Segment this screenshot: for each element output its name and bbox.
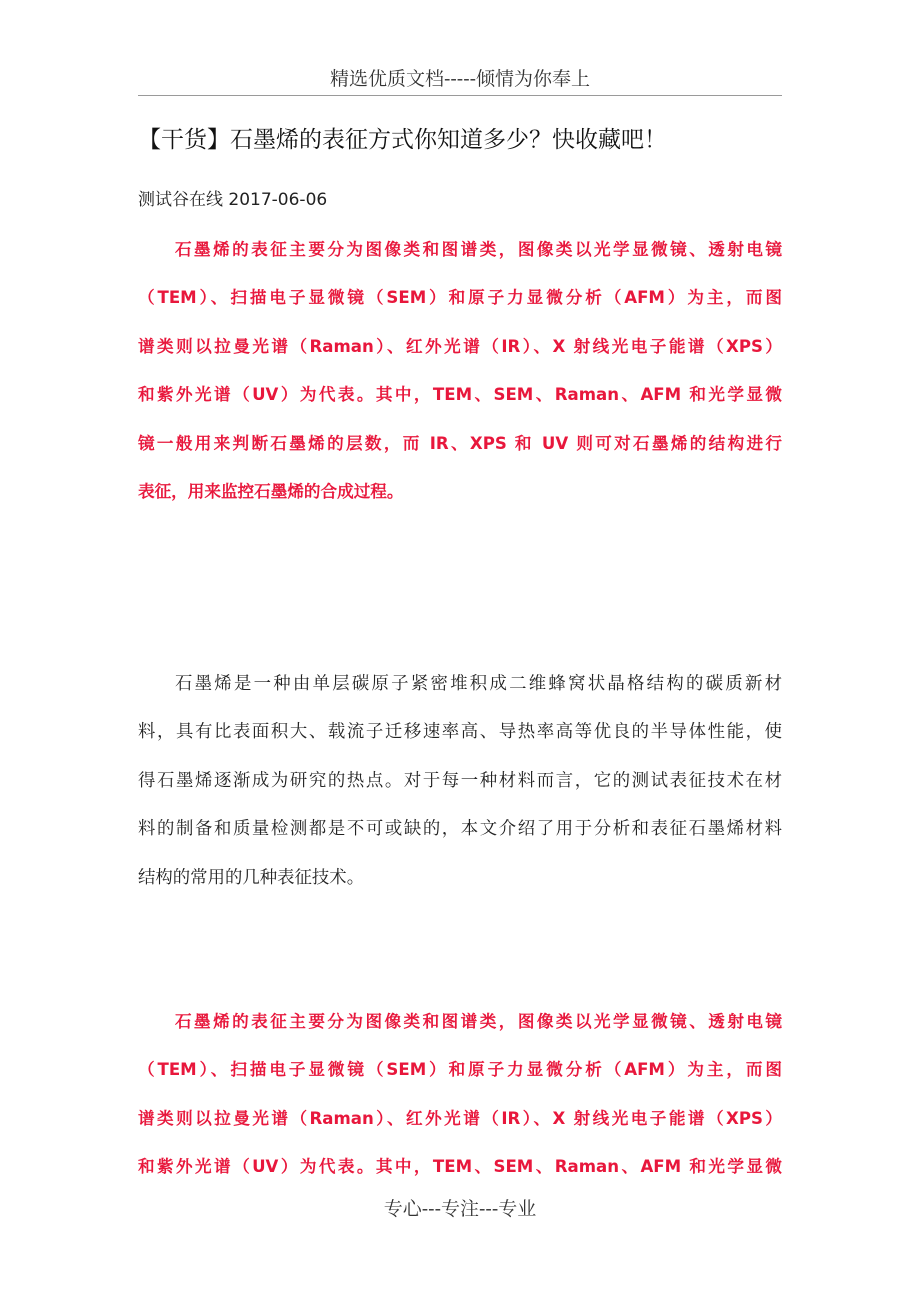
summary-paragraph [138, 226, 782, 516]
summary-repeat-line: （TEM）、扫描电子显微镜（SEM）和原子力显微分析（AFM）为主，而图 [138, 1060, 782, 1080]
page-header: 精选优质文档-----倾情为你奉上 [329, 68, 591, 90]
summary-line: 谱类则以拉曼光谱（Raman）、红外光谱（IR）、X 射线光电子能谱（XPS） [138, 336, 782, 356]
header-divider [138, 95, 782, 96]
summary-line: 石墨烯的表征主要分为图像类和图谱类，图像类以光学显微镜、透射电镜 [175, 240, 782, 259]
summary-repeat-line: 谱类则以拉曼光谱（Raman）、红外光谱（IR）、X 射线光电子能谱（XPS） [138, 1108, 782, 1128]
summary-line: 和紫外光谱（UV）为代表。其中，TEM、SEM、Raman、AFM 和光学显微 [138, 385, 782, 405]
body-line: 得石墨烯逐渐成为研究的热点。对于每一种材料而言，它的测试表征技术在材 [138, 770, 782, 791]
intro-paragraph [138, 660, 782, 902]
summary-line: 表征，用来监控石墨烯的合成过程。 [138, 481, 404, 501]
body-line: 石墨烯是一种由单层碳原子紧密堆积成二维蜂窝状晶格结构的碳质新材 [175, 674, 782, 694]
summary-line: 镜一般用来判断石墨烯的层数，而 IR、XPS 和 UV 则可对石墨烯的结构进行 [138, 433, 782, 453]
body-line: 结构的常用的几种表征技术。 [138, 867, 365, 888]
summary-line: （TEM）、扫描电子显微镜（SEM）和原子力显微分析（AFM）为主，而图 [138, 288, 782, 308]
article-title: 【干货】石墨烯的表征方式你知道多少？快收藏吧！ [138, 127, 667, 153]
summary-repeat-line: 和紫外光谱（UV）为代表。其中，TEM、SEM、Raman、AFM 和光学显微 [138, 1157, 782, 1177]
page-footer: 专心---专注---专业 [383, 1198, 537, 1220]
body-line: 料，具有比表面积大、载流子迁移速率高、导热率高等优良的半导体性能，使 [138, 722, 782, 743]
summary-repeat-paragraph [138, 998, 782, 1192]
summary-repeat-line: 石墨烯的表征主要分为图像类和图谱类，图像类以光学显微镜、透射电镜 [175, 1012, 782, 1031]
body-line: 料的制备和质量检测都是不可或缺的，本文介绍了用于分析和表征石墨烯材料 [138, 819, 782, 840]
article-source-date: 测试谷在线 2017-06-06 [138, 190, 328, 210]
